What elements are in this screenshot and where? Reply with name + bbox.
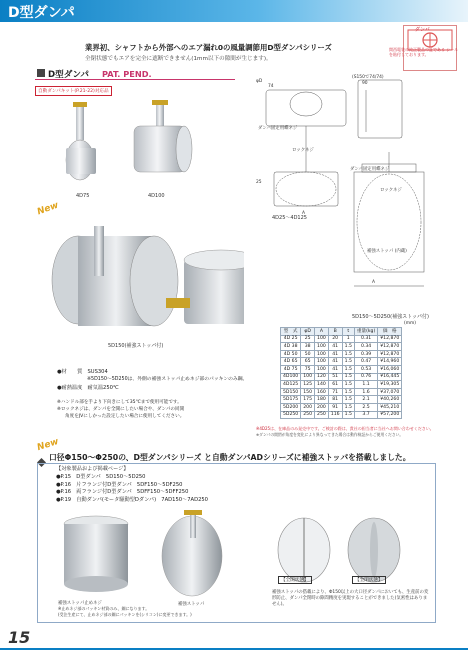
table-cell: 200 (315, 403, 329, 411)
table-cell: 1.5 (342, 365, 354, 373)
table-cell: 1.5 (342, 388, 354, 396)
table-cell: 5D175 (281, 396, 301, 404)
heat-value: 耐気温250℃ (87, 385, 119, 391)
label-wing-screw-1: ダンパ固定用蝶ネジ (258, 126, 298, 131)
usage-notes (57, 399, 184, 420)
target-products-list (56, 466, 208, 505)
label-stopper-bolt-note-2: (受注生産にて、止めネジ部の鋼にパッキンを(シリコン)に変更できます。) (58, 612, 192, 617)
page-number: 15 (8, 628, 31, 647)
damper-photo-small (56, 98, 206, 193)
table-header-cell: 重量(kg) (354, 328, 377, 336)
section-divider (35, 79, 235, 80)
table-header-cell: B (328, 328, 342, 336)
table-cell: ¥12,870 (378, 343, 402, 351)
table-cell: 100 (315, 350, 329, 358)
list-title: 【対象製品および掲載ページ】 (56, 466, 129, 472)
table-header-cell: 型 式 (281, 328, 301, 336)
caption-5d150-5d250: 5D150～5D250(補強ストッパ付) (352, 314, 429, 320)
table-cell: 71 (328, 388, 342, 396)
table-cell: 100 (315, 343, 329, 351)
table-cell: 140 (315, 381, 329, 389)
label-stopper-bolt: 補強ストッパ止めネジ (58, 601, 102, 606)
table-row (281, 373, 402, 381)
table-cell: 200 (301, 403, 315, 411)
note-3: 角度をJVにしかった設定したい場合に使用してください。 (65, 414, 185, 419)
new-badge-2: New (35, 436, 60, 454)
table-row (281, 411, 402, 419)
spec-table (280, 327, 402, 419)
table-cell: 250 (315, 411, 329, 419)
table-cell: 125 (301, 381, 315, 389)
table-cell: ¥45,210 (378, 403, 402, 411)
table-cell: 41 (328, 358, 342, 366)
table-row (281, 365, 402, 373)
kit-tag: 自動ダンパキット(P.21-22)対応品 (35, 86, 112, 96)
table-cell: 0.34 (354, 343, 377, 351)
table-header-cell: A (315, 328, 329, 336)
subheadline: 全閉状態でもエアを完全に遮断できません(1mm以下の隙間が生じます)。 (85, 56, 272, 62)
label-25: 25 (256, 180, 262, 185)
table-row (281, 388, 402, 396)
table-note-1: ※4D25は、在庫品のみ発売中です。ご検討の際は、貴社の担当者に当社へお問い合わせください。 (256, 426, 434, 431)
table-cell: 1.5 (342, 396, 354, 404)
table-row (281, 381, 402, 389)
section-title: D型ダンパ (48, 69, 89, 80)
table-cell: 41 (328, 365, 342, 373)
table-cell: 65 (301, 358, 315, 366)
table-cell: 3.7 (354, 411, 377, 419)
new-badge: New (35, 200, 61, 218)
table-header-row (281, 328, 402, 336)
table-cell: 120 (315, 373, 329, 381)
dim-phi-d: φD (256, 79, 263, 84)
table-cell: 1.5 (342, 411, 354, 419)
caption-4d75: 4D75 (76, 193, 90, 199)
table-cell: ¥57,200 (378, 411, 402, 419)
table-cell: 250 (301, 411, 315, 419)
label-wing-screw-2: ダンパ固定用蝶ネジ (350, 167, 390, 172)
headline: 業界初、シャフトから外部へのエア漏れ0の風量調節用D型ダンパシリーズ (85, 43, 332, 52)
list-item: ●P.16 両フランジ付D型ダンパ 5DFF150～5DFF250 (56, 489, 189, 496)
table-cell: 100 (301, 373, 315, 381)
table-cell: 4D125 (281, 381, 301, 389)
table-row (281, 396, 402, 404)
banner-stopper: 口径Φ150～Φ250の、D型ダンパシリーズ と自動ダンパADシリーズに補強ストッパを搭載しました。 (49, 453, 411, 462)
label-a-1: A (302, 211, 306, 216)
diamond-icon (37, 452, 46, 461)
table-cell: 100 (315, 335, 329, 343)
table-cell: ¥16,060 (378, 365, 402, 373)
table-cell: 4D 25 (281, 335, 301, 343)
spec-block (57, 368, 257, 392)
table-cell: 100 (315, 365, 329, 373)
stamp-note: 関西電装の純正製品の証である シールを貼付しております。 (389, 47, 459, 57)
table-cell: 180 (315, 396, 329, 404)
table-cell: 50 (301, 350, 315, 358)
stopper-description: 補強ストッパの搭載により、Φ150以上の大口径ダンパにおいても、生産前の変形防止、ダンパ全閉時の隙間精度を実現することができました(気密性はありません)。 (272, 590, 429, 608)
note-1: ※ハンドル部を手より下向きにして35℃まで使用可能です。 (57, 400, 182, 405)
table-cell: 0.31 (354, 335, 377, 343)
table-unit: (mm) (404, 321, 416, 326)
dim-s150: (S150で74/74) (352, 75, 384, 80)
table-cell: 41 (328, 343, 342, 351)
table-cell: 4D 50 (281, 350, 301, 358)
table-cell: 61 (328, 381, 342, 389)
table-cell: 5D200 (281, 403, 301, 411)
table-cell: 1.5 (342, 350, 354, 358)
table-cell: ¥16,445 (378, 373, 402, 381)
table-cell: 5D250 (281, 411, 301, 419)
table-header-cell: φD (301, 328, 315, 336)
table-cell: 1.1 (354, 381, 377, 389)
table-cell: 0.39 (354, 350, 377, 358)
damper-photo-large (34, 220, 244, 340)
table-cell: ¥19,305 (378, 381, 402, 389)
technical-drawings (238, 72, 433, 322)
table-row (281, 350, 402, 358)
table-cell: 75 (301, 365, 315, 373)
table-cell: 0.47 (354, 358, 377, 366)
table-cell: 4D 38 (281, 343, 301, 351)
material-label: ●材 質 (57, 369, 83, 375)
table-cell: 20 (328, 335, 342, 343)
table-cell: ¥40,260 (378, 396, 402, 404)
page-title: D型ダンパ (8, 5, 75, 21)
table-body (281, 335, 402, 419)
logo-text: ダンパ (415, 27, 430, 33)
table-cell: ¥12,870 (378, 335, 402, 343)
table-cell: 116 (328, 411, 342, 419)
table-row (281, 358, 402, 366)
table-cell: 4D 75 (281, 365, 301, 373)
table-cell: 25 (301, 335, 315, 343)
caption-4d100: 4D100 (148, 193, 165, 199)
table-row (281, 335, 402, 343)
label-stopper: 補強ストッパ (178, 602, 205, 607)
table-row (281, 343, 402, 351)
label-lock-screw-2: ロックネジ (380, 188, 402, 193)
label-stopper-bolt-note-1: ※止めネジ部のパッキン材質のみ、鋼になります。 (58, 606, 150, 611)
table-header-cell: t (342, 328, 354, 336)
table-cell: 1.5 (342, 373, 354, 381)
table-cell: 4D100 (281, 373, 301, 381)
table-cell: 150 (301, 388, 315, 396)
table-cell: 1.5 (342, 358, 354, 366)
caption-4d25-4d125: 4D25～4D125 (272, 215, 307, 221)
table-cell: ¥14,960 (378, 358, 402, 366)
table-cell: 1 (342, 335, 354, 343)
table-cell: 38 (301, 343, 315, 351)
table-cell: 175 (301, 396, 315, 404)
table-cell: 160 (315, 388, 329, 396)
caption-5d150: 5D150(補強ストッパ付) (108, 343, 164, 349)
dim-90: 90 (362, 81, 368, 86)
patent-pending: PAT. PEND. (102, 68, 152, 79)
table-cell: 1.5 (342, 381, 354, 389)
tag-closed: 【全閉状態】 (352, 576, 386, 584)
table-cell: ¥37,070 (378, 388, 402, 396)
list-item: ●P.16 片フランジ付D型ダンパ 5DF150～5DF250 (56, 481, 183, 488)
section-marker-icon (37, 69, 45, 77)
table-cell: 91 (328, 403, 342, 411)
table-cell: 81 (328, 396, 342, 404)
table-cell: 100 (315, 358, 329, 366)
table-header-cell: 価 格 (378, 328, 402, 336)
material-value: SUS304 (87, 369, 108, 375)
table-cell: 1.5 (342, 343, 354, 351)
table-note-2: ※ダンパの開閉が角度を変化により異なってきた場合は動作検証からご使用ください。 (256, 432, 404, 437)
table-cell: 1.6 (354, 388, 377, 396)
table-cell: ¥12,870 (378, 350, 402, 358)
dim-74: 74 (268, 84, 274, 89)
label-lock-screw-1: ロックネジ (292, 148, 314, 153)
footer-rule (0, 648, 468, 650)
label-stopper-inner: 補強ストッパ (内蔵) (367, 249, 407, 254)
table-cell: 41 (328, 350, 342, 358)
table-row (281, 403, 402, 411)
label-a-2: A (372, 280, 376, 285)
table-cell: 5D150 (281, 388, 301, 396)
table-cell: 2.5 (354, 403, 377, 411)
note-2: ※ロックネジは、ダンパを全開にしたい場合や、ダンパの同開 (57, 407, 185, 412)
table-cell: 2.1 (354, 396, 377, 404)
table-cell: 4D 65 (281, 358, 301, 366)
list-item: ●P.19 自動ダンパ(モータ駆動型Dダンパ) 7AD150～7AD250 (56, 497, 208, 504)
material-note: ※5D150～5D250は、外側の補強ストッパ止めネジ部のパッキンのみ鋼。 (87, 377, 248, 382)
table-cell: 0.53 (354, 365, 377, 373)
tag-open: 【全開状態】 (278, 576, 312, 584)
table-cell: 1.5 (342, 403, 354, 411)
list-item: ●P.15 D型ダンパ 5D150～5D250 (56, 473, 146, 480)
table-cell: 0.76 (354, 373, 377, 381)
heat-label: ●耐熱温度 (57, 385, 83, 391)
table-cell: 51 (328, 373, 342, 381)
